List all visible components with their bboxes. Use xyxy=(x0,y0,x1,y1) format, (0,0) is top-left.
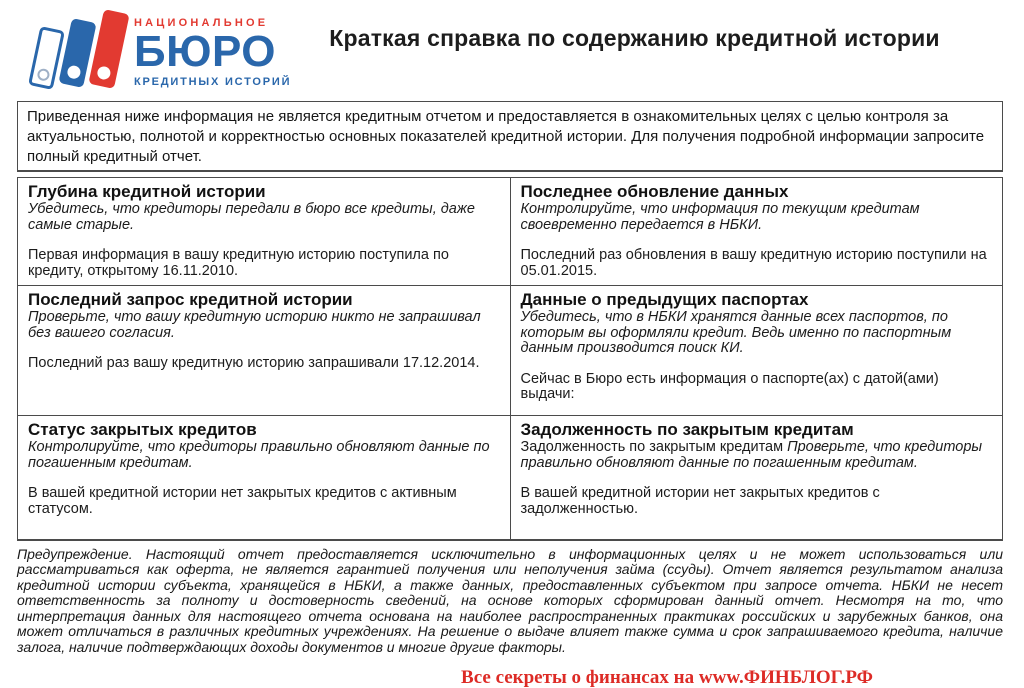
cell-title: Последнее обновление данных xyxy=(520,182,789,201)
cell-value: В вашей кредитной истории нет закрытых кредитов с активным статусом. xyxy=(28,485,457,517)
binder-ring-icon xyxy=(96,65,111,80)
table-row xyxy=(18,286,1003,416)
cell-last-inquiry xyxy=(18,286,511,416)
logo-line-national: НАЦИОНАЛЬНОЕ xyxy=(134,17,269,29)
page-header xyxy=(0,0,1024,101)
binders-icon xyxy=(28,6,128,96)
cell-title: Данные о предыдущих паспортах xyxy=(520,290,809,309)
cell-value: Первая информация в вашу кредитную историю поступила по кредиту, открытому 16.11.2010. xyxy=(28,247,449,279)
cell-value: Сейчас в Бюро есть информация о паспорте(ах) с датой(ами) выдачи: xyxy=(520,370,939,402)
nbki-logo xyxy=(28,6,291,96)
cell-advice-italic: Проверьте, что кредиторы правильно обновляют данные по погашенным кредитам. xyxy=(520,439,983,471)
cell-closed-credits-status xyxy=(18,416,511,540)
cell-advice: Убедитесь, что кредиторы передали в бюро все кредиты, даже самые старые. xyxy=(28,201,475,233)
cell-advice-lead: Задолженность по закрытым кредитам xyxy=(520,439,788,455)
finblog-promo-text: Все секреты о финансах на www.ФИНБЛОГ.РФ xyxy=(461,666,873,688)
page-title: Краткая справка по содержанию кредитной истории xyxy=(329,25,940,51)
cell-advice xyxy=(521,440,993,471)
binder-red-icon xyxy=(88,9,129,89)
logo-text xyxy=(134,6,291,88)
table-row xyxy=(18,416,1003,540)
cell-title: Статус закрытых кредитов xyxy=(28,420,257,439)
cell-history-depth xyxy=(18,178,511,286)
table-row xyxy=(18,178,1003,286)
cell-advice: Убедитесь, что в НБКИ хранятся данные всех паспортов, по которым вы оформляли кредит. Ведь именно по паспортным данным производится поиск КИ. xyxy=(520,309,952,356)
logo-line-bureau: БЮРО xyxy=(134,27,276,76)
cell-advice: Контролируйте, что кредиторы правильно обновляют данные по погашенным кредитам. xyxy=(28,439,490,471)
cell-advice: Контролируйте, что информация по текущим кредитам своевременно передается в НБКИ. xyxy=(520,201,920,233)
credit-summary-table xyxy=(17,177,1003,541)
cell-advice: Проверьте, что вашу кредитную историю никто не запрашивал без вашего согласия. xyxy=(28,309,481,341)
binder-ring-icon xyxy=(66,64,81,79)
cell-title: Задолженность по закрытым кредитам xyxy=(520,420,854,439)
cell-title: Глубина кредитной истории xyxy=(28,182,266,201)
cell-previous-passports xyxy=(510,286,1003,416)
disclaimer-text: Предупреждение. Настоящий отчет предоставляется исключительно в информационных целях и не может использоваться или рассматриваться как оферта, не является гарантией получения или неполучения займа (ссуды). Отчет является результатом анализа кредитной истории субъекта, хранящейся в НБКИ, а также данных, предоставленных субъектом при запросе отчета. НБКИ не несет ответственность за полноту и достоверность сведений, на основе которых сформирован данный отчет. Несмотря на то, что интерпретация данных для настоящего отчета основана на наиболее распространенных практиках российских и зарубежных банков, она может отличаться в различных кредитных учреждениях. На решение о выдаче влияет также сумма и срок запрашиваемого кредита, наличие залога, наличие подтверждающих доходы документов и многие другие факторы. xyxy=(17,545,1003,656)
intro-note: Приведенная ниже информация не является кредитным отчетом и предоставляется в ознакомительных целях с целью контроля за актуальностью, полнотой и корректностью основных показателей кредитной истории. Для получения подробной информации запросите полный кредитный отчет. xyxy=(17,101,1003,172)
cell-closed-credits-debt xyxy=(510,416,1003,540)
cell-value: В вашей кредитной истории нет закрытых кредитов с задолженностью. xyxy=(520,485,880,517)
binder-ring-icon xyxy=(36,68,50,82)
cell-value: Последний раз вашу кредитную историю запрашивали 17.12.2014. xyxy=(28,355,480,371)
cell-last-update xyxy=(510,178,1003,286)
cell-value: Последний раз обновления в вашу кредитную историю поступили на 05.01.2015. xyxy=(520,247,987,279)
cell-title: Последний запрос кредитной истории xyxy=(28,290,353,309)
logo-line-credit-histories: КРЕДИТНЫХ ИСТОРИЙ xyxy=(134,76,292,88)
